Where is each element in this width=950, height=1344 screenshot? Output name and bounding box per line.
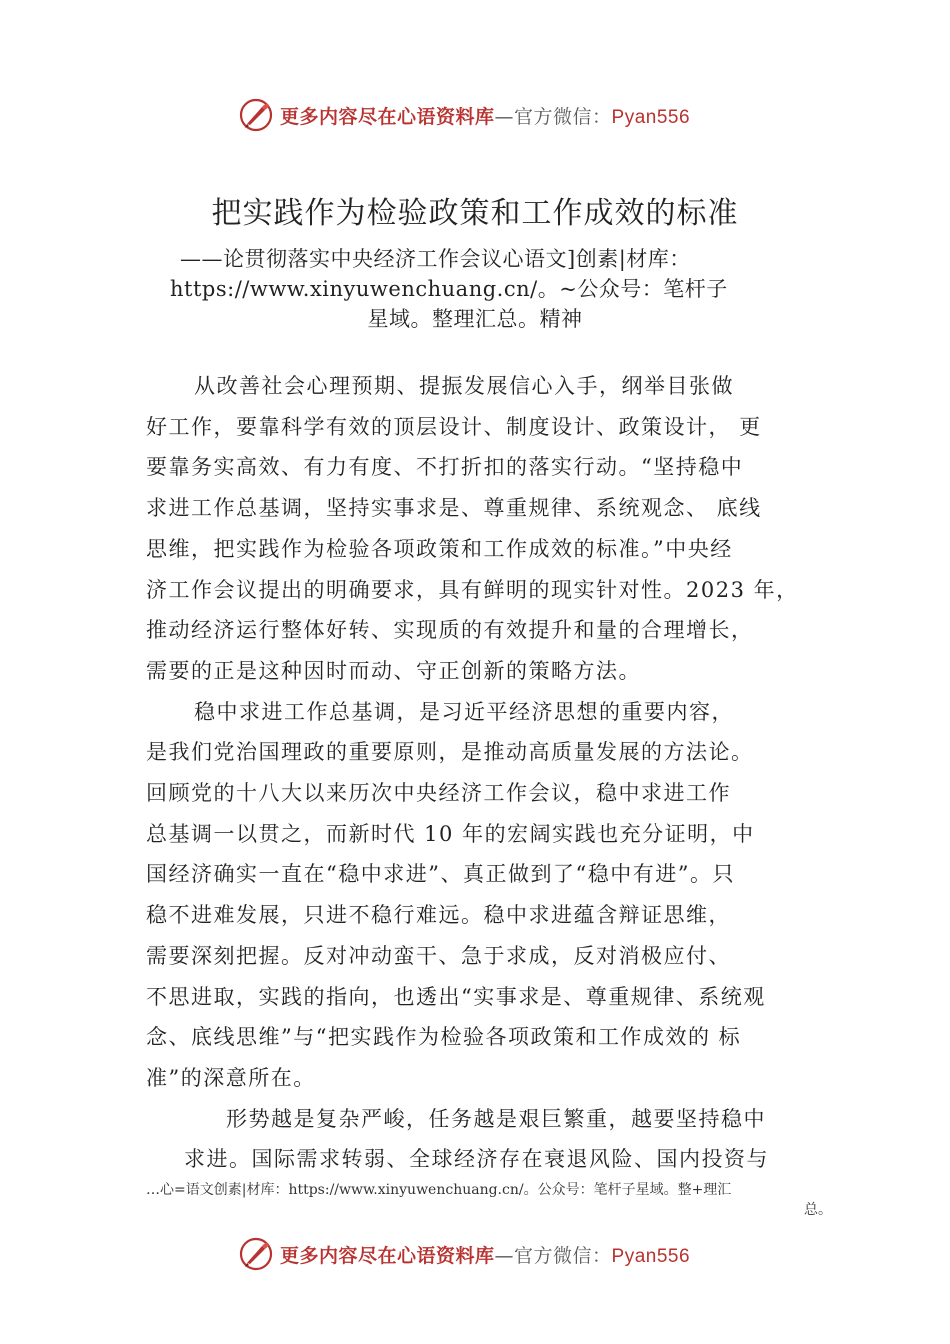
paragraph-3-line: 求进。国际需求转弱、全球经济存在衰退风险、国内投资与 — [184, 1147, 769, 1172]
paragraph-2-line: 准”的深意所在。 — [146, 1065, 316, 1090]
paragraph-2-line: 念、底线思维”与“把实践作为检验各项政策和工作成效的 标 — [146, 1025, 742, 1050]
banner-wechat-id: Pyan556 — [611, 106, 691, 128]
document-subtitle — [170, 244, 780, 334]
quill-pen-logo-icon — [238, 97, 274, 133]
paragraph-2-line: 稳中求进工作总基调，是习近平经济思想的重要内容， — [194, 699, 734, 724]
paragraph-1-line: 济工作会议提出的明确要求，具有鲜明的现实针对性。2023 年， — [146, 577, 799, 602]
paragraph-1-line: 要靠务实高效、有力有度、不打折扣的落实行动。“坚持稳中 — [146, 455, 744, 480]
paragraph-2-line: 稳不进难发展，只进不稳行难远。稳中求进蕴含辩证思维， — [146, 903, 731, 928]
banner-wechat-label: 官方微信： — [514, 1244, 612, 1267]
banner-wechat-label: 官方微信： — [514, 105, 612, 128]
banner-separator: — — [494, 105, 515, 128]
paragraph-2-line: 总基调一以贯之，而新时代 10 年的宏阔实践也充分证明，中 — [146, 821, 755, 846]
paragraph-2-line: 需要深刻把握。反对冲动蛮干、急于求成，反对消极应付、 — [146, 943, 731, 968]
paragraph-2-line: 回顾党的十八大以来历次中央经济工作会议，稳中求进工作 — [146, 781, 731, 806]
banner-separator: — — [494, 1244, 515, 1267]
paragraph-1-line: 从改善社会心理预期、提振发展信心入手，纲举目张做 — [194, 374, 734, 398]
paragraph-2-line: 不思进取，实践的指向，也透出“实事求是、尊重规律、系统观 — [146, 984, 766, 1009]
document-title: 把实践作为检验政策和工作成效的标准 — [211, 196, 739, 231]
quill-pen-logo-icon — [238, 1236, 274, 1272]
paragraph-1-line: 好工作，要靠科学有效的顶层设计、制度设计、政策设计， 更 — [146, 414, 762, 439]
banner-text — [280, 102, 690, 129]
banner-title: 更多内容尽在心语资料库 — [280, 1244, 495, 1267]
banner-title: 更多内容尽在心语资料库 — [280, 105, 495, 128]
paragraph-2-line: 是我们党治国理政的重要原则，是推动高质量发展的方法论。 — [146, 740, 754, 765]
paragraph-1-line: 推动经济运行整体好转、实现质的有效提升和量的合理增长， — [146, 618, 754, 643]
banner-text — [280, 1241, 690, 1268]
subtitle-line-2: https://www.xinyuwenchuang.cn/。~公众号：笔杆子 — [170, 277, 728, 301]
subtitle-line-3: 星域。整理汇总。精神 — [367, 307, 583, 331]
paragraph-2-line: 国经济确实一直在“稳中求进”、真正做到了“稳中有进”。只 — [146, 862, 735, 887]
footer-note-line-2: 总。 — [804, 1202, 832, 1218]
banner-wechat-id: Pyan556 — [611, 1245, 691, 1267]
subtitle-line-1: ——论贯彻落实中央经济工作会议心语文]创素|材库： — [180, 247, 691, 271]
footer-note-line-1: …心=语文创素|材库：https://www.xinyuwenchuang.cn/。公众号：笔杆子星域。整+理汇 — [146, 1182, 732, 1198]
paragraph-1-line: 求进工作总基调，坚持实事求是、尊重规律、系统观念、 底线 — [146, 496, 762, 521]
paragraph-1-line: 思维，把实践作为检验各项政策和工作成效的标准。”中央经 — [146, 536, 733, 561]
document-body — [146, 366, 836, 1180]
header-banner — [238, 95, 690, 135]
footer-note — [146, 1180, 844, 1220]
footer-banner — [238, 1234, 690, 1274]
paragraph-3-line: 形势越是复杂严峻，任务越是艰巨繁重，越要坚持稳中 — [226, 1106, 766, 1131]
paragraph-1-line: 需要的正是这种因时而动、守正创新的策略方法。 — [146, 658, 641, 683]
